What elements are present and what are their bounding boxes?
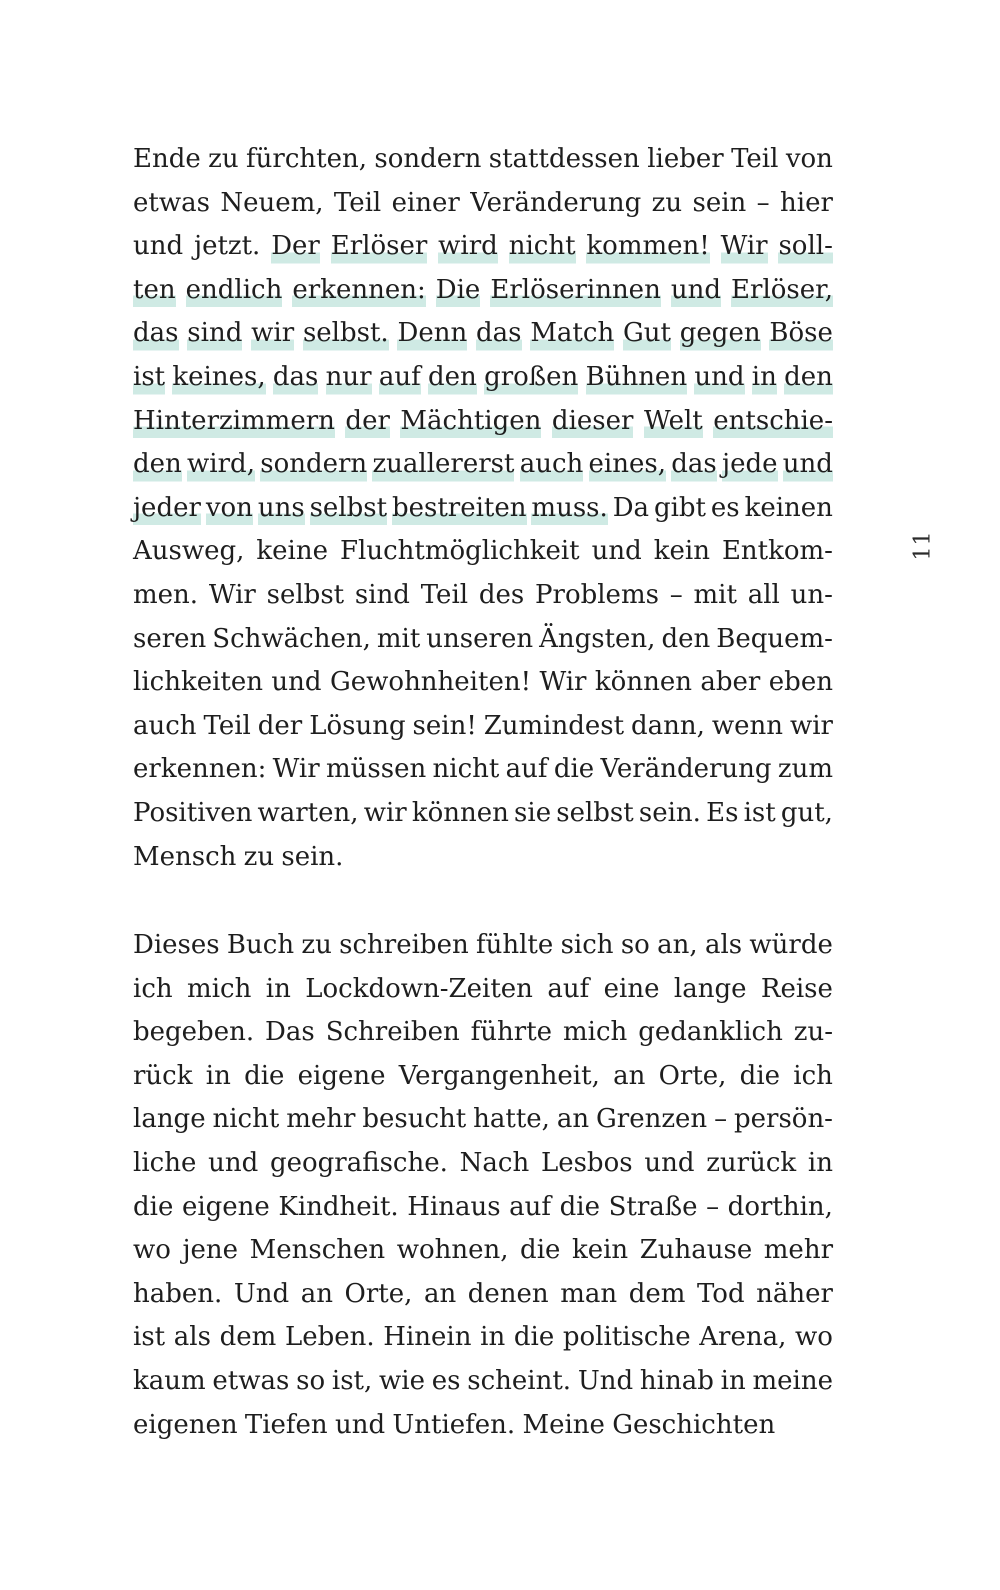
word: der <box>257 710 303 741</box>
word: man <box>560 1278 618 1309</box>
word: Hinaus <box>407 1191 501 1222</box>
text-line <box>133 356 833 400</box>
word: Menschen <box>249 1235 386 1266</box>
word: Ausweg, <box>133 536 245 567</box>
highlighted-word: bestreiten <box>392 487 527 531</box>
word: warten, <box>257 797 359 828</box>
word: Untiefen. <box>392 1409 516 1440</box>
word: Veränderung <box>470 187 642 218</box>
word: Entkom- <box>721 536 833 567</box>
word: als <box>704 930 743 960</box>
highlighted-word: in <box>752 356 777 400</box>
word: sich <box>560 930 614 960</box>
highlighted-word: soll- <box>778 225 832 269</box>
word: Gewohnheiten! <box>330 667 532 698</box>
word: können <box>411 797 509 828</box>
word: wenn <box>711 710 783 741</box>
word: Ängsten, <box>539 623 656 654</box>
word: Und <box>577 1365 634 1396</box>
highlighted-word: selbst. <box>303 312 389 356</box>
word: und <box>133 231 184 262</box>
word: schreiben <box>339 930 469 960</box>
text-line <box>133 182 833 226</box>
word: an <box>423 1278 457 1309</box>
word: hatte, <box>473 1104 550 1135</box>
word: Lockdown-Zeiten <box>305 973 533 1004</box>
word: auch <box>133 710 197 741</box>
text-line <box>133 1142 833 1186</box>
highlighted-word: eines, <box>589 443 666 487</box>
word: hier <box>780 187 833 218</box>
word: ist <box>133 1322 166 1353</box>
text-line <box>133 1055 833 1099</box>
word: nicht <box>432 754 500 785</box>
word: – <box>706 1191 720 1222</box>
word: mit <box>376 623 421 654</box>
highlighted-word: wird <box>438 225 498 269</box>
highlighted-word: ist <box>133 356 165 400</box>
highlighted-word: sondern <box>260 443 367 487</box>
word: die <box>739 1060 781 1091</box>
word: in <box>720 1365 746 1396</box>
text-line <box>133 138 833 182</box>
word: die <box>244 1060 285 1091</box>
word: etwas <box>133 187 210 218</box>
word: Reise <box>760 973 833 1004</box>
highlighted-word: Gut <box>623 312 671 356</box>
word: in <box>265 973 291 1004</box>
word: wohnen, <box>396 1235 509 1266</box>
word: gibt <box>653 492 707 523</box>
word: Ende <box>133 144 201 174</box>
word: von <box>785 144 833 174</box>
highlighted-word: Der <box>271 225 320 269</box>
word: Buch <box>226 930 295 960</box>
word: Tiefen <box>244 1409 328 1440</box>
word: Bequem- <box>716 623 833 654</box>
text-line <box>133 836 833 880</box>
highlighted-word: das <box>273 356 319 400</box>
text-line <box>133 792 833 836</box>
word: mehr <box>763 1235 833 1266</box>
word: mich <box>187 973 252 1004</box>
highlighted-word: der <box>345 400 389 444</box>
word: würde <box>749 930 833 960</box>
text-line <box>133 312 833 356</box>
highlighted-word: Wir <box>721 225 768 269</box>
word: es <box>431 1365 461 1396</box>
word: mit <box>693 579 737 610</box>
highlighted-word: großen <box>484 356 578 400</box>
text-line <box>133 661 833 705</box>
word: selbst <box>266 579 345 610</box>
word: Vergangenheit, <box>398 1060 600 1091</box>
word: des <box>478 579 525 610</box>
word: Und <box>233 1278 290 1309</box>
highlighted-word: Erlöser <box>331 225 428 269</box>
word: Wir <box>272 754 320 785</box>
word: Orte, <box>658 1060 727 1091</box>
word: wir <box>789 710 833 741</box>
word: Leben. <box>284 1322 375 1353</box>
word: liche <box>133 1147 197 1178</box>
highlighted-word: jeder <box>133 487 201 531</box>
word: jene <box>182 1235 239 1266</box>
word: scheint. <box>467 1365 572 1396</box>
word: keine <box>256 536 328 567</box>
word: führte <box>470 1017 553 1048</box>
text-line <box>133 1316 833 1360</box>
word: dem <box>219 1322 277 1353</box>
word: sein! <box>412 710 477 741</box>
word: ist <box>743 797 776 828</box>
word: hinab <box>639 1365 714 1396</box>
word: können <box>594 667 692 698</box>
word: unseren <box>426 623 534 654</box>
word: Zuhause <box>639 1235 753 1266</box>
word: näher <box>756 1278 833 1309</box>
word: die <box>513 1322 555 1353</box>
word: eben <box>768 667 833 698</box>
highlighted-word: endlich <box>186 269 283 313</box>
word: meine <box>752 1365 833 1396</box>
word: Tod <box>696 1278 745 1309</box>
text-line <box>133 1098 833 1142</box>
word: ist, <box>331 1365 373 1396</box>
word: zu <box>243 841 275 872</box>
highlighted-word: wir <box>251 312 294 356</box>
word: Positiven <box>133 797 253 828</box>
text-line <box>133 748 833 792</box>
word: aber <box>700 667 761 698</box>
word: in <box>480 1322 506 1353</box>
word: Lösung <box>309 710 406 741</box>
word: lange <box>133 1104 206 1135</box>
highlighted-word: das <box>133 312 179 356</box>
paragraph-2 <box>133 924 833 1447</box>
word: zu- <box>793 1017 833 1048</box>
word: Geschichten <box>612 1409 776 1440</box>
word: zu <box>301 930 332 960</box>
word: an <box>556 1104 590 1135</box>
word: sind <box>354 579 410 610</box>
highlighted-word: muss. <box>531 487 607 531</box>
word: wo <box>795 1322 833 1353</box>
word: Arena, <box>699 1322 787 1353</box>
word: gedanklich <box>638 1017 783 1048</box>
word: Schwächen, <box>212 623 371 654</box>
word: und <box>334 1409 386 1440</box>
word: Da <box>612 492 650 523</box>
highlighted-word: und <box>671 269 721 313</box>
word: und <box>591 536 642 567</box>
highlighted-word: den <box>428 356 477 400</box>
word: lichkeiten <box>133 667 263 698</box>
word: Teil <box>203 710 251 741</box>
word: wo <box>133 1235 171 1266</box>
word: wir <box>363 797 407 828</box>
highlighted-word: Match <box>530 312 614 356</box>
word: Teil <box>420 579 469 610</box>
word: an <box>613 1060 646 1091</box>
text-line <box>133 1360 833 1404</box>
highlighted-word: auch <box>520 443 584 487</box>
word: – <box>669 579 683 610</box>
highlighted-word: Erlöserinnen <box>490 269 660 313</box>
word: an <box>300 1278 333 1309</box>
word: die <box>559 1191 600 1222</box>
word: mehr <box>286 1104 356 1135</box>
highlighted-word: von <box>206 487 253 531</box>
word: auf <box>505 754 548 785</box>
word: zu <box>651 187 683 218</box>
word: und <box>644 1147 695 1178</box>
word: Schreiben <box>325 1017 460 1048</box>
word: dann, <box>631 710 705 741</box>
word: zum <box>777 754 833 785</box>
word: Es <box>706 797 739 828</box>
word: Kindheit. <box>278 1191 399 1222</box>
text-line <box>133 487 833 531</box>
word: sein. <box>638 797 701 828</box>
word: als <box>173 1322 211 1353</box>
text-line <box>133 705 833 749</box>
highlighted-word: auf <box>379 356 421 400</box>
text-line <box>133 574 833 618</box>
highlighted-word: den <box>133 443 182 487</box>
word: ich <box>133 973 173 1004</box>
word: sein. <box>281 841 344 872</box>
paragraph-1 <box>133 138 833 879</box>
word: sein <box>692 187 747 218</box>
word: Veränderung <box>600 754 772 785</box>
word: eigene <box>181 1191 270 1222</box>
word: ich <box>793 1060 833 1091</box>
word: die <box>520 1235 561 1266</box>
text-line <box>133 618 833 662</box>
word: begeben. <box>133 1017 255 1048</box>
word: etwas <box>212 1365 290 1396</box>
highlighted-word: Denn <box>397 312 467 356</box>
word: seren <box>133 623 207 654</box>
word: Hinein <box>383 1322 472 1353</box>
word: auf <box>547 973 590 1004</box>
highlighted-word: keines, <box>172 356 265 400</box>
word: Orte, <box>344 1278 413 1309</box>
highlighted-word: Mächtigen <box>400 400 541 444</box>
word: all <box>747 579 780 610</box>
word: eine <box>603 973 660 1004</box>
text-line <box>133 1273 833 1317</box>
text-line <box>133 968 833 1012</box>
word: eigenen <box>133 1409 238 1440</box>
word: die <box>553 754 595 785</box>
word: fürchten, <box>246 144 367 174</box>
word: sie <box>514 797 552 828</box>
highlighted-word: Welt <box>644 400 703 444</box>
word: einer <box>391 187 460 218</box>
word: Straße <box>608 1191 698 1222</box>
word: erkennen: <box>133 754 267 785</box>
word: fühlte <box>476 930 554 960</box>
word: sondern <box>374 144 482 174</box>
highlighted-word: dieser <box>552 400 634 444</box>
word: rück <box>133 1060 193 1091</box>
text-line <box>133 924 833 968</box>
word: Nach <box>459 1147 530 1178</box>
word: dorthin, <box>727 1191 833 1222</box>
word: Wir <box>208 579 256 610</box>
word: un- <box>790 579 833 610</box>
text-line <box>133 530 833 574</box>
word: zurück <box>706 1147 797 1178</box>
word: Wir <box>539 667 587 698</box>
word: besucht <box>362 1104 467 1135</box>
word: haben. <box>133 1278 223 1309</box>
word: keinen <box>744 492 833 523</box>
word: und <box>271 667 322 698</box>
highlighted-word: nicht <box>509 225 576 269</box>
word: politische <box>562 1322 691 1353</box>
highlighted-word: sind <box>187 312 242 356</box>
highlighted-word: das <box>476 312 522 356</box>
highlighted-word: Die <box>436 269 481 313</box>
word: lieber <box>647 144 724 174</box>
word: Mensch <box>133 841 237 872</box>
highlighted-word: nur <box>326 356 372 400</box>
word: an, <box>657 930 698 960</box>
word: Teil <box>333 187 382 218</box>
word: denen <box>467 1278 549 1309</box>
word: nicht <box>212 1104 280 1135</box>
text-line <box>133 1404 833 1448</box>
word: wie <box>379 1365 425 1396</box>
highlighted-word: den <box>784 356 833 400</box>
highlighted-word: selbst <box>310 487 387 531</box>
word: in <box>205 1060 231 1091</box>
word: Zumindest <box>483 710 625 741</box>
word: kein <box>653 536 710 567</box>
word: zu <box>208 144 239 174</box>
highlighted-word: erkennen: <box>292 269 425 313</box>
text-line <box>133 1229 833 1273</box>
highlighted-word: jede <box>722 443 777 487</box>
word: kaum <box>133 1365 206 1396</box>
word: lange <box>673 973 747 1004</box>
word: in <box>807 1147 833 1178</box>
text-line <box>133 400 833 444</box>
word: stattdessen <box>488 144 640 174</box>
word: persön- <box>733 1104 833 1135</box>
word: Grenzen <box>596 1104 708 1135</box>
word: – <box>714 1104 728 1135</box>
text-line <box>133 269 833 313</box>
word: – <box>756 187 770 218</box>
text-line <box>133 443 833 487</box>
word: gut, <box>780 797 833 828</box>
word: kein <box>571 1235 629 1266</box>
highlighted-word: das <box>671 443 717 487</box>
word: auf <box>509 1191 552 1222</box>
word: Lesbos <box>540 1147 633 1178</box>
word: men. <box>133 579 199 610</box>
word: jetzt. <box>194 231 261 262</box>
highlighted-word: Böse <box>769 312 833 356</box>
highlighted-word: und <box>783 443 833 487</box>
highlighted-word: Bühnen <box>586 356 687 400</box>
text-line <box>133 225 833 269</box>
word: Dieses <box>133 930 220 960</box>
highlighted-word: uns <box>258 487 305 531</box>
word: den <box>661 623 711 654</box>
highlighted-word: wird, <box>187 443 255 487</box>
word: Teil <box>731 144 779 174</box>
text-line <box>133 1011 833 1055</box>
word: es <box>710 492 740 523</box>
word: müssen <box>325 754 427 785</box>
text-line <box>133 1186 833 1230</box>
highlighted-word: zuallererst <box>372 443 514 487</box>
word: dem <box>628 1278 686 1309</box>
highlighted-word: gegen <box>680 312 761 356</box>
word: so <box>620 930 650 960</box>
word: eigene <box>297 1060 386 1091</box>
highlighted-word: Hinterzimmern <box>133 400 335 444</box>
word: selbst <box>556 797 634 828</box>
word: Fluchtmöglichkeit <box>339 536 580 567</box>
word: so <box>296 1365 326 1396</box>
highlighted-word: Erlöser, <box>731 269 833 313</box>
word: die <box>133 1191 174 1222</box>
word: mich <box>562 1017 628 1048</box>
word: Neuem, <box>220 187 324 218</box>
highlighted-word: ten <box>133 269 176 313</box>
word: Meine <box>522 1409 605 1440</box>
word: Das <box>265 1017 315 1048</box>
word: Problems <box>535 579 659 610</box>
word: und <box>208 1147 259 1178</box>
page-number: 11 <box>910 530 936 561</box>
highlighted-word: entschie- <box>713 400 833 444</box>
highlighted-word: und <box>694 356 744 400</box>
word: geografische. <box>269 1147 448 1178</box>
highlighted-word: kommen! <box>586 225 709 269</box>
